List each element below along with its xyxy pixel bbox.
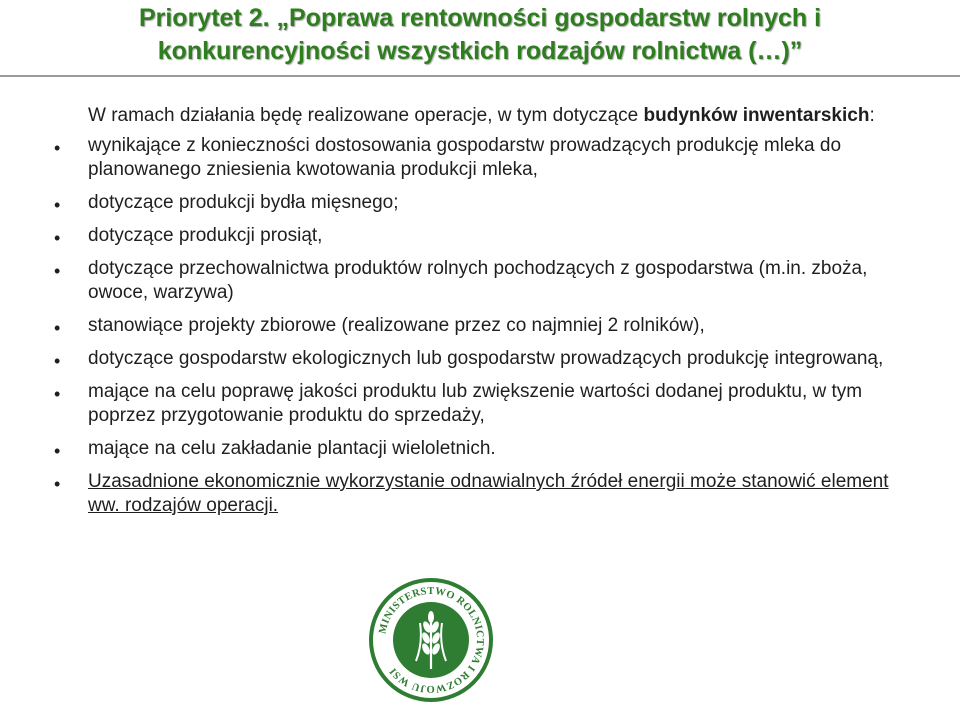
bullet-item [54, 380, 904, 428]
bullet-icon: • [54, 228, 61, 248]
slide-title-line-1: Priorytet 2. „Poprawa rentowności gospodarstw rolnych i [138, 4, 822, 32]
bullet-text: stanowiące projekty zbiorowe (realizowane przez co najmniej 2 rolników), [88, 315, 705, 336]
bullet-icon: • [54, 318, 61, 338]
bullet-item [54, 134, 904, 182]
bullet-text: mające na celu poprawę jakości produktu lub zwiększenie wartości dodanej produktu, w tym poprzez przygotowanie produktu do sprzedaży, [88, 381, 863, 426]
bullet-icon: • [54, 474, 61, 494]
slide-title-line-2: konkurencyjności wszystkich rodzajów rolnictwa (…)” [157, 37, 803, 65]
bullet-text-underlined: Uzasadnione ekonomicznie wykorzystanie odnawialnych źródeł energii może stanowić element ww. rodzajów operacji. [88, 471, 889, 516]
bullet-item [54, 224, 904, 248]
slide-header [0, 0, 960, 74]
intro-text: W ramach działania będę realizowane operacje, w tym dotyczące [88, 105, 644, 126]
bullet-icon: • [54, 195, 61, 215]
intro-suffix: : [869, 105, 875, 126]
bullet-item [54, 257, 904, 305]
bullet-text: dotyczące produkcji bydła mięsnego; [88, 192, 399, 213]
bullet-item [54, 470, 904, 518]
intro-bold-text: budynków inwentarskich [643, 105, 870, 126]
bullet-text: wynikające z konieczności dostosowania gospodarstw prowadzących produkcję mleka do planowanego zniesienia kwotowania produkcji mleka, [88, 135, 842, 180]
bullet-text: dotyczące produkcji prosiąt, [88, 225, 323, 246]
bullet-item [54, 347, 904, 371]
bullet-icon: • [54, 384, 61, 404]
bullet-text: dotyczące gospodarstw ekologicznych lub gospodarstw prowadzących produkcję integrowaną, [88, 348, 884, 369]
bullet-item [54, 191, 904, 215]
bullet-item [54, 314, 904, 338]
header-divider [0, 75, 960, 77]
ministry-logo [368, 577, 494, 703]
slide-title [0, 2, 960, 68]
bullet-icon: • [54, 441, 61, 461]
intro-paragraph [54, 104, 904, 128]
bullet-icon: • [54, 261, 61, 281]
ministry-seal-icon [368, 577, 494, 703]
slide-body [54, 104, 904, 527]
bullet-icon: • [54, 138, 61, 158]
seal-text: MINISTERSTWO ROLNICTWA I ROZWOJU WSI [377, 585, 486, 695]
bullet-item [54, 437, 904, 461]
bullet-text: dotyczące przechowalnictwa produktów rolnych pochodzących z gospodarstwa (m.in. zboża, owoce, warzywa) [88, 258, 868, 303]
bullet-text: mające na celu zakładanie plantacji wieloletnich. [88, 438, 496, 459]
bullet-icon: • [54, 351, 61, 371]
bullet-list [54, 134, 904, 518]
